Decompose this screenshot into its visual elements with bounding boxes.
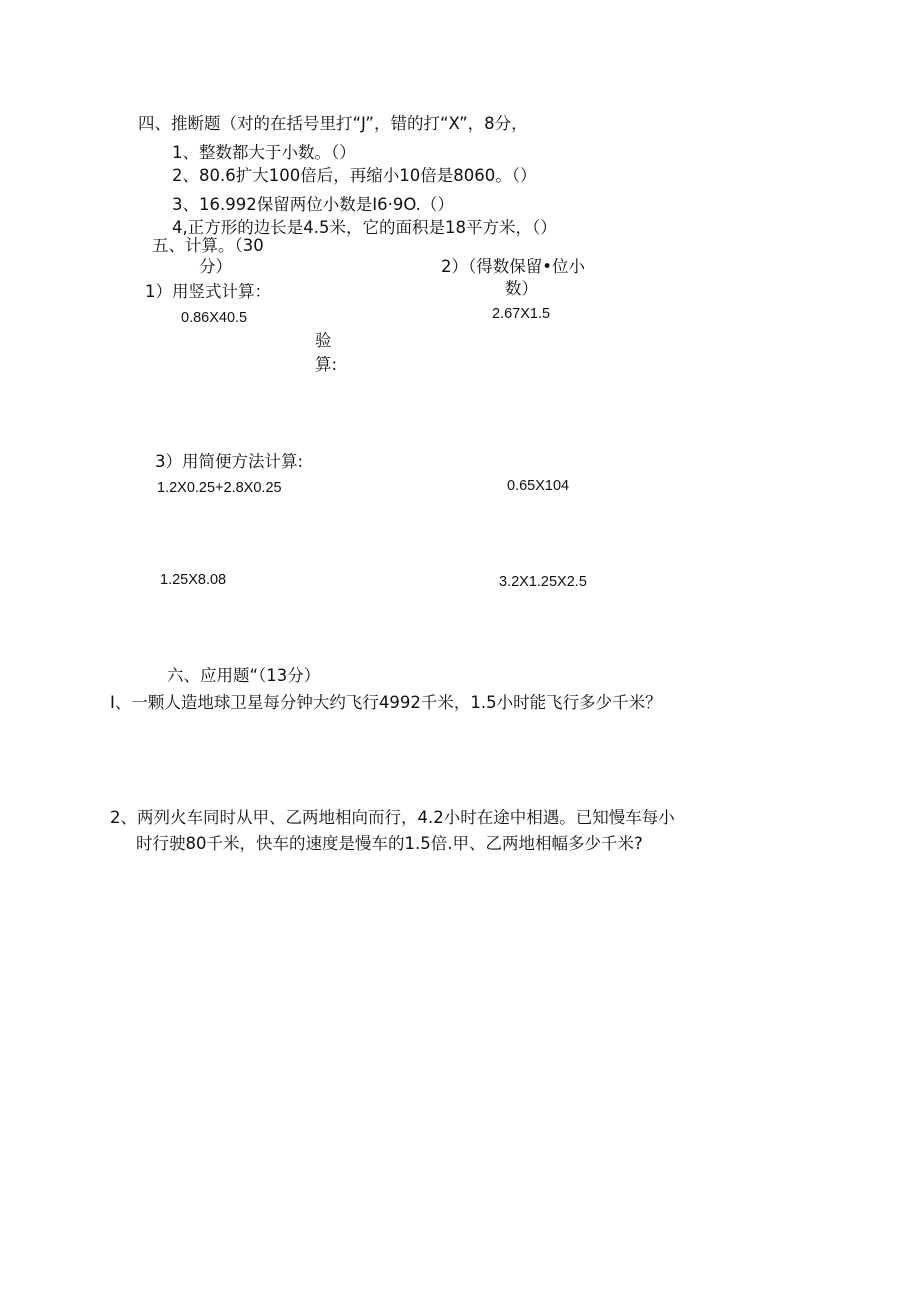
part-2-label: 2）（得数保留•位小	[441, 257, 585, 276]
part-1-expression: 0.86X40.5	[181, 310, 248, 326]
application-question-2: 2、两列火车同时从甲、乙两地相向而行，4.2小时在途中相遇。已知慢车每小	[110, 808, 675, 827]
check-label-cont: 算:	[315, 355, 338, 374]
part-3-expression-1: 1.2X0.25+2.8X0.25	[157, 480, 282, 496]
part-3-expression-4: 3.2X1.25X2.5	[499, 574, 587, 590]
part-3-expression-2: 0.65X104	[507, 478, 570, 494]
section-5-heading: 五、计算。（30	[152, 236, 264, 255]
application-question-1: I、一颗人造地球卫星每分钟大约飞行4992千米，1.5小时能飞行多少千米？	[110, 693, 662, 712]
part-2-label-cont: 数）	[505, 279, 538, 298]
question-4-1: 1、整数都大于小数。（）	[172, 143, 356, 162]
section-4-heading: 四、推断题（对的在括号里打“J”，错的打“X”，8分，	[138, 114, 528, 133]
section-6-heading: 六、应用题“（13分）	[167, 666, 321, 685]
question-4-3: 3、16.992保留两位小数是I6·9O.（）	[172, 195, 454, 214]
question-4-4: 4,正方形的边长是4.5米，它的面积是18平方米，（）	[172, 218, 557, 237]
part-2-expression: 2.67X1.5	[492, 306, 551, 322]
part-3-expression-3: 1.25X8.08	[160, 572, 227, 588]
check-label: 验	[315, 331, 332, 350]
section-5-heading-cont: 分）	[199, 257, 232, 276]
question-4-2: 2、80.6扩大100倍后，再缩小10倍是8060。（）	[172, 166, 537, 185]
part-1-label: 1）用竖式计算：	[145, 282, 271, 301]
part-3-label: 3）用简便方法计算:	[155, 452, 304, 471]
application-question-2-cont: 时行驶80千米，快车的速度是慢车的1.5倍.甲、乙两地相幅多少千米?	[136, 834, 643, 853]
